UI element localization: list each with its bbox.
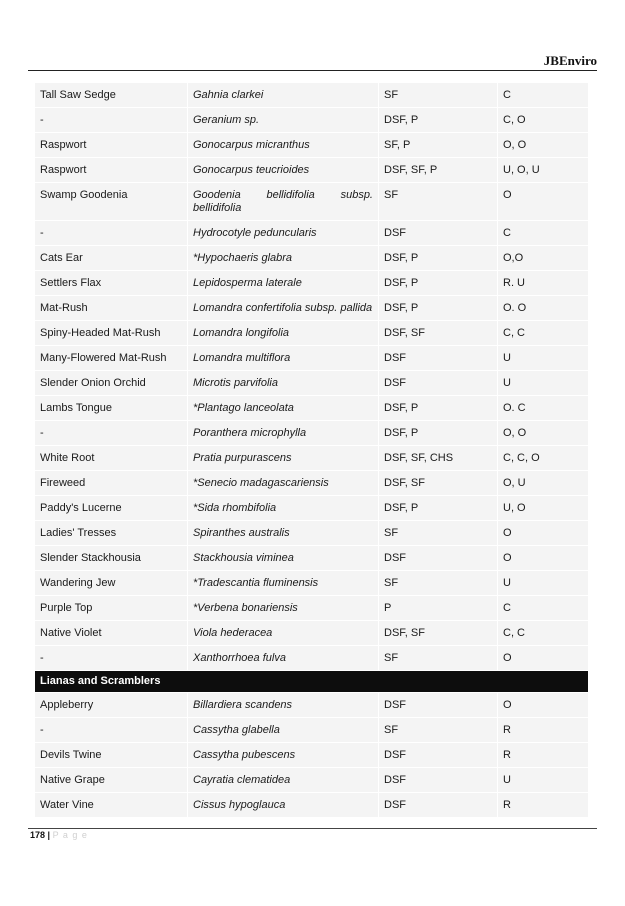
table-row	[35, 743, 589, 768]
page-number: 178	[30, 830, 46, 840]
habitat-cell: DSF	[379, 768, 498, 793]
habitat-cell: DSF	[379, 793, 498, 818]
common-name-cell: -	[35, 221, 188, 246]
table-row	[35, 546, 589, 571]
table-row	[35, 646, 589, 671]
habitat-cell: SF	[379, 521, 498, 546]
scientific-name-cell: Lomandra multiflora	[188, 346, 379, 371]
abundance-cell: O,O	[498, 246, 589, 271]
abundance-cell: O	[498, 521, 589, 546]
habitat-cell: SF	[379, 718, 498, 743]
table-row	[35, 693, 589, 718]
common-name-cell: Appleberry	[35, 693, 188, 718]
habitat-cell: DSF	[379, 693, 498, 718]
habitat-cell: DSF	[379, 371, 498, 396]
habitat-cell: DSF, P	[379, 271, 498, 296]
species-table	[35, 83, 589, 818]
scientific-name-cell: *Sida rhombifolia	[188, 496, 379, 521]
common-name-cell: -	[35, 421, 188, 446]
table-row	[35, 296, 589, 321]
common-name-cell: Lambs Tongue	[35, 396, 188, 421]
scientific-name-cell: Gahnia clarkei	[188, 83, 379, 108]
common-name-cell: -	[35, 108, 188, 133]
scientific-name-cell: Lomandra confertifolia subsp. pallida	[188, 296, 379, 321]
scientific-name-cell: Spiranthes australis	[188, 521, 379, 546]
common-name-cell: White Root	[35, 446, 188, 471]
abundance-cell: R	[498, 743, 589, 768]
abundance-cell: O	[498, 693, 589, 718]
common-name-cell: Fireweed	[35, 471, 188, 496]
table-row	[35, 596, 589, 621]
scientific-name-cell: Gonocarpus teucrioides	[188, 158, 379, 183]
abundance-cell: R	[498, 793, 589, 818]
habitat-cell: SF	[379, 646, 498, 671]
scientific-name-cell: *Verbena bonariensis	[188, 596, 379, 621]
scientific-name-cell: Viola hederacea	[188, 621, 379, 646]
habitat-cell: P	[379, 596, 498, 621]
scientific-name-cell: Stackhousia viminea	[188, 546, 379, 571]
habitat-cell: DSF, SF	[379, 621, 498, 646]
abundance-cell: C, O	[498, 108, 589, 133]
table-row	[35, 183, 589, 221]
common-name-cell: Settlers Flax	[35, 271, 188, 296]
habitat-cell: SF	[379, 83, 498, 108]
abundance-cell: O, O	[498, 421, 589, 446]
common-name-cell: Wandering Jew	[35, 571, 188, 596]
section-header-row	[35, 671, 589, 693]
common-name-cell: Slender Onion Orchid	[35, 371, 188, 396]
abundance-cell: C	[498, 596, 589, 621]
scientific-name-cell: *Plantago lanceolata	[188, 396, 379, 421]
habitat-cell: SF	[379, 571, 498, 596]
table-row	[35, 321, 589, 346]
common-name-cell: Tall Saw Sedge	[35, 83, 188, 108]
scientific-name-cell: Lomandra longifolia	[188, 321, 379, 346]
scientific-name-cell: *Tradescantia fluminensis	[188, 571, 379, 596]
table-row	[35, 421, 589, 446]
table-row	[35, 133, 589, 158]
habitat-cell: DSF, P	[379, 246, 498, 271]
table-row	[35, 793, 589, 818]
common-name-cell: Spiny-Headed Mat-Rush	[35, 321, 188, 346]
scientific-name-cell: Cassytha pubescens	[188, 743, 379, 768]
abundance-cell: U, O	[498, 496, 589, 521]
page-label: P a g e	[52, 830, 88, 840]
abundance-cell: C, C, O	[498, 446, 589, 471]
scientific-name-cell: *Senecio madagascariensis	[188, 471, 379, 496]
habitat-cell: DSF, P	[379, 108, 498, 133]
common-name-cell: -	[35, 646, 188, 671]
scientific-name-cell: Microtis parvifolia	[188, 371, 379, 396]
common-name-cell: Purple Top	[35, 596, 188, 621]
table-row	[35, 621, 589, 646]
habitat-cell: DSF, SF, CHS	[379, 446, 498, 471]
table-row	[35, 271, 589, 296]
common-name-cell: Ladies' Tresses	[35, 521, 188, 546]
habitat-cell: SF, P	[379, 133, 498, 158]
habitat-cell: DSF	[379, 743, 498, 768]
abundance-cell: O. C	[498, 396, 589, 421]
table-row	[35, 346, 589, 371]
common-name-cell: Many-Flowered Mat-Rush	[35, 346, 188, 371]
table-row	[35, 108, 589, 133]
scientific-name-cell: Lepidosperma laterale	[188, 271, 379, 296]
habitat-cell: DSF	[379, 346, 498, 371]
abundance-cell: U	[498, 571, 589, 596]
abundance-cell: U	[498, 371, 589, 396]
abundance-cell: U	[498, 346, 589, 371]
page-separator: |	[45, 830, 53, 840]
abundance-cell: R	[498, 718, 589, 743]
table-row	[35, 496, 589, 521]
habitat-cell: DSF	[379, 221, 498, 246]
habitat-cell: DSF, SF	[379, 471, 498, 496]
abundance-cell: O. O	[498, 296, 589, 321]
common-name-cell: Slender Stackhousia	[35, 546, 188, 571]
table-row	[35, 221, 589, 246]
table-row	[35, 446, 589, 471]
scientific-name-cell: Cissus hypoglauca	[188, 793, 379, 818]
table-row	[35, 471, 589, 496]
section-header-label: Lianas and Scramblers	[35, 671, 589, 693]
abundance-cell: C	[498, 83, 589, 108]
scientific-name-cell: Xanthorrhoea fulva	[188, 646, 379, 671]
abundance-cell: C, C	[498, 321, 589, 346]
abundance-cell: C, C	[498, 621, 589, 646]
scientific-name-cell: Cayratia clematidea	[188, 768, 379, 793]
table-row	[35, 371, 589, 396]
scientific-name-cell: Hydrocotyle peduncularis	[188, 221, 379, 246]
scientific-name-cell: Gonocarpus micranthus	[188, 133, 379, 158]
abundance-cell: U, O, U	[498, 158, 589, 183]
common-name-cell: Water Vine	[35, 793, 188, 818]
table-row	[35, 83, 589, 108]
scientific-name-cell: Pratia purpurascens	[188, 446, 379, 471]
common-name-cell: Native Violet	[35, 621, 188, 646]
scientific-name-cell: Goodenia bellidifolia subsp. bellidifolia	[188, 183, 379, 221]
habitat-cell: DSF, P	[379, 396, 498, 421]
habitat-cell: DSF	[379, 546, 498, 571]
table-row	[35, 521, 589, 546]
habitat-cell: DSF, P	[379, 296, 498, 321]
page-footer	[30, 830, 88, 840]
table-row	[35, 571, 589, 596]
abundance-cell: O, U	[498, 471, 589, 496]
scientific-name-cell: Geranium sp.	[188, 108, 379, 133]
habitat-cell: DSF, P	[379, 496, 498, 521]
table-row	[35, 246, 589, 271]
header-divider	[28, 70, 597, 71]
scientific-name-cell: Poranthera microphylla	[188, 421, 379, 446]
abundance-cell: O	[498, 183, 589, 221]
footer-divider	[28, 828, 597, 829]
abundance-cell: O	[498, 646, 589, 671]
common-name-cell: -	[35, 718, 188, 743]
habitat-cell: DSF, SF	[379, 321, 498, 346]
common-name-cell: Paddy's Lucerne	[35, 496, 188, 521]
table-row	[35, 718, 589, 743]
common-name-cell: Devils Twine	[35, 743, 188, 768]
common-name-cell: Swamp Goodenia	[35, 183, 188, 221]
common-name-cell: Mat-Rush	[35, 296, 188, 321]
common-name-cell: Raspwort	[35, 158, 188, 183]
scientific-name-cell: Billardiera scandens	[188, 693, 379, 718]
species-table-body	[35, 83, 589, 818]
common-name-cell: Cats Ear	[35, 246, 188, 271]
abundance-cell: R. U	[498, 271, 589, 296]
abundance-cell: U	[498, 768, 589, 793]
scientific-name-cell: Cassytha glabella	[188, 718, 379, 743]
habitat-cell: DSF, P	[379, 421, 498, 446]
scientific-name-cell: *Hypochaeris glabra	[188, 246, 379, 271]
table-row	[35, 396, 589, 421]
abundance-cell: C	[498, 221, 589, 246]
habitat-cell: SF	[379, 183, 498, 221]
company-logo: JBEnviro	[543, 53, 597, 68]
table-row	[35, 158, 589, 183]
abundance-cell: O	[498, 546, 589, 571]
common-name-cell: Raspwort	[35, 133, 188, 158]
abundance-cell: O, O	[498, 133, 589, 158]
table-row	[35, 768, 589, 793]
common-name-cell: Native Grape	[35, 768, 188, 793]
habitat-cell: DSF, SF, P	[379, 158, 498, 183]
